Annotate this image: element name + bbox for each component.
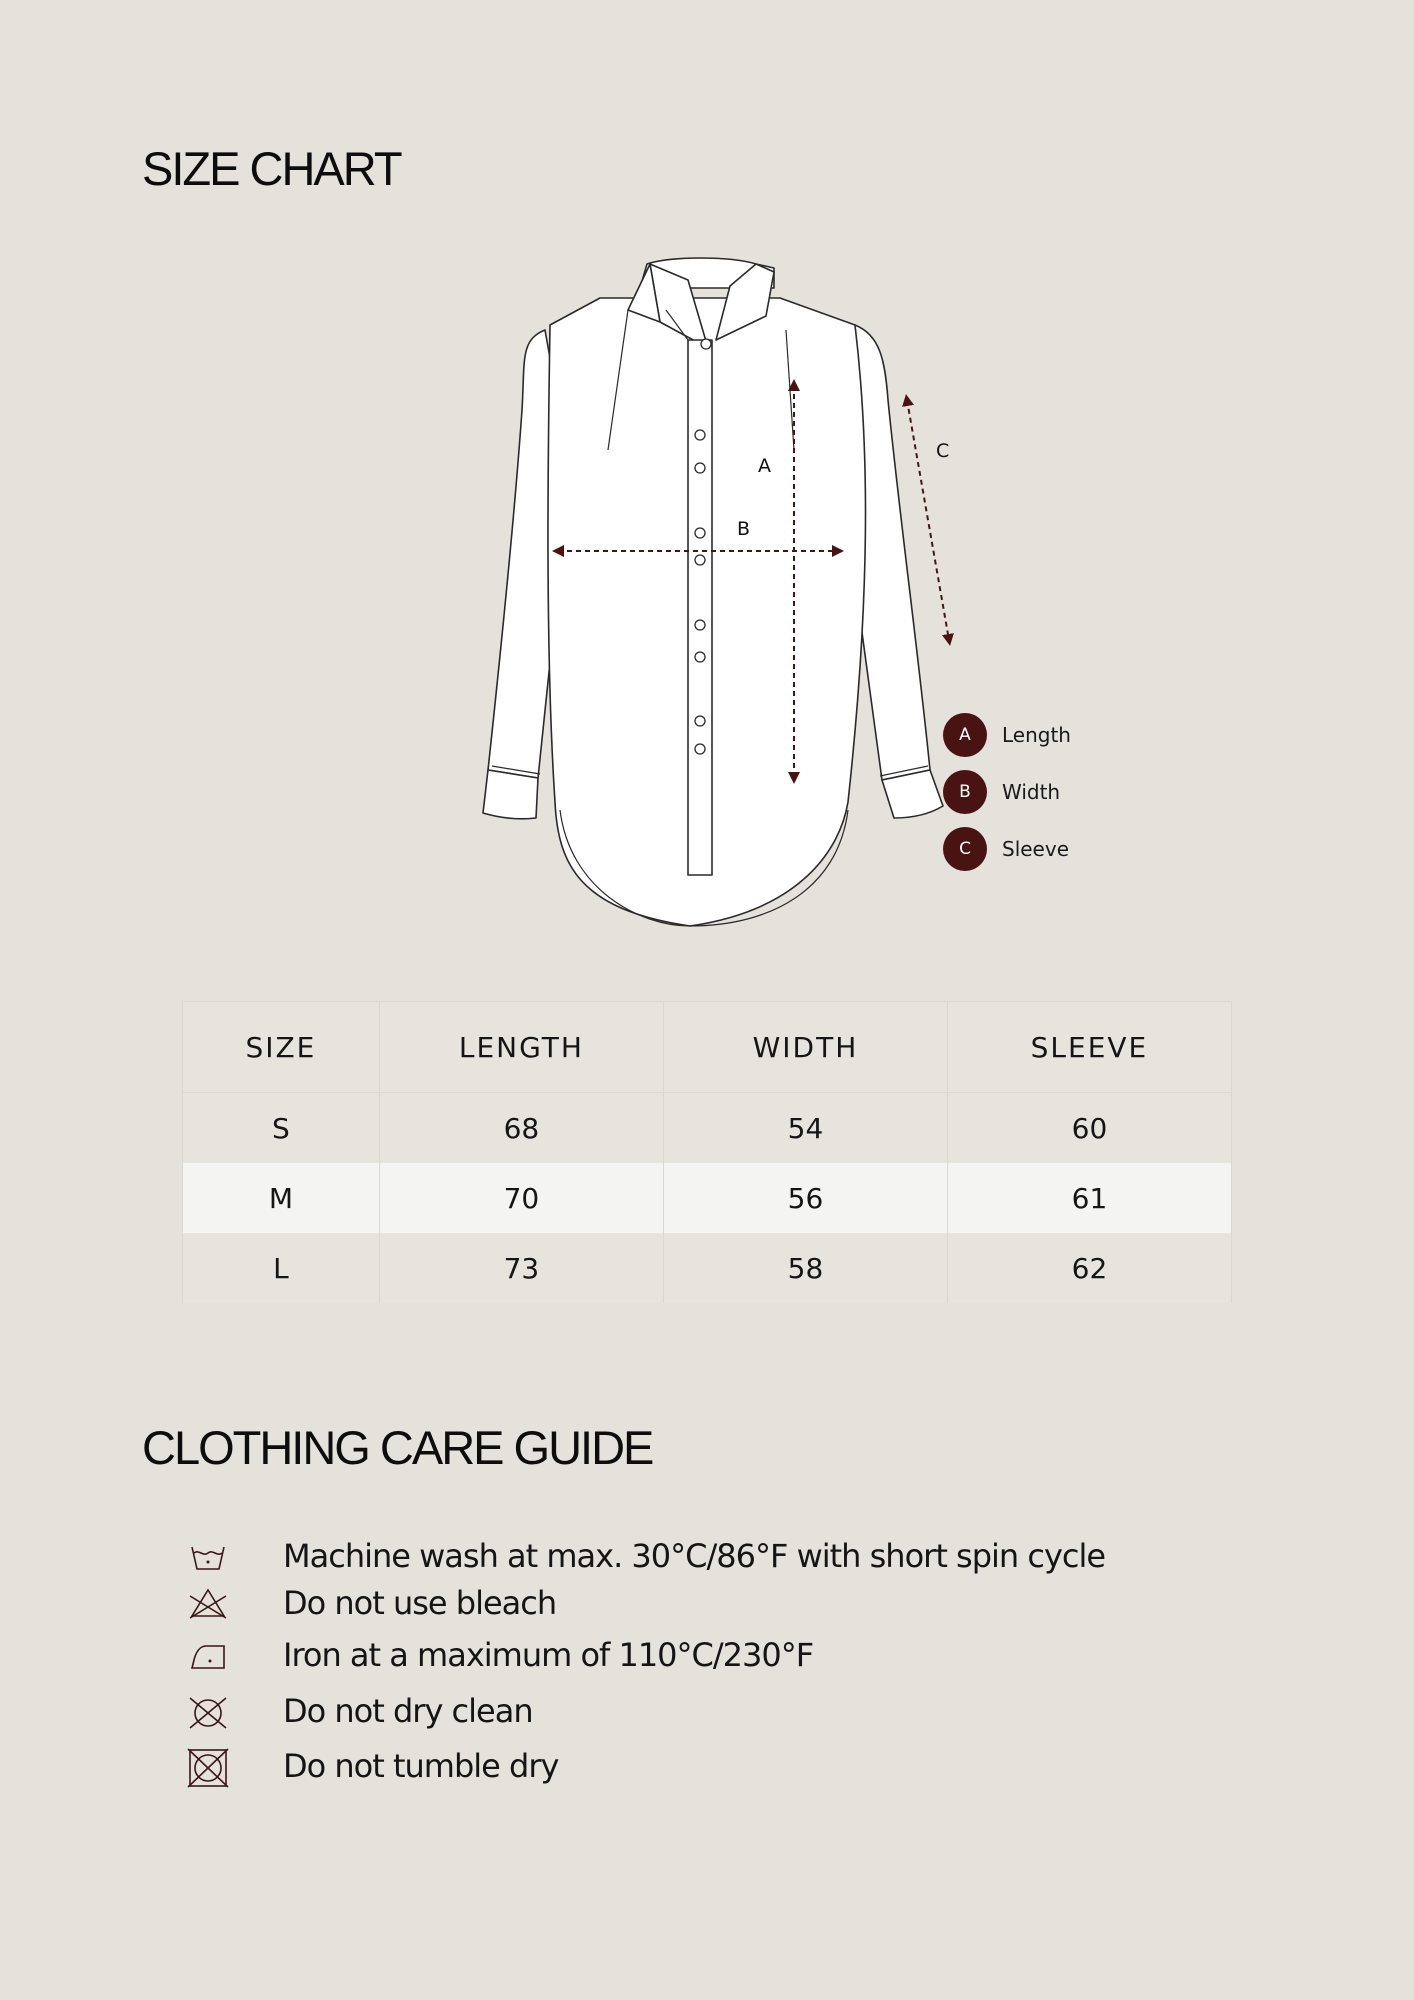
measurement-legend [943,713,1071,884]
cell-width: 56 [664,1163,948,1233]
legend-label-width: Width [1002,779,1061,804]
header-width: WIDTH [664,1002,948,1093]
care-text: Do not dry clean [283,1692,533,1730]
size-chart-title: SIZE CHART [142,142,401,195]
legend-item-sleeve [943,827,1071,870]
legend-badge-c: C [943,827,987,871]
measure-label-a: A [758,455,771,477]
table-row [183,1233,1232,1303]
header-sleeve: SLEEVE [947,1002,1231,1093]
measure-label-b: B [737,518,751,540]
cell-size: M [183,1163,380,1233]
size-table [182,1001,1232,1303]
cell-length: 73 [379,1233,663,1303]
cell-sleeve: 62 [947,1233,1231,1303]
cell-size: L [183,1233,380,1303]
cell-sleeve: 61 [947,1163,1231,1233]
iron-low-icon [180,1632,236,1682]
legend-label-sleeve: Sleeve [1002,836,1070,861]
cell-size: S [183,1093,380,1164]
table-row [183,1163,1232,1233]
care-text: Machine wash at max. 30°C/86°F with short spin cycle [283,1537,1106,1575]
legend-badge-b: B [943,770,987,814]
measure-label-c: C [936,440,950,462]
legend-item-length [943,713,1071,756]
cell-width: 58 [664,1233,948,1303]
legend-badge-a: A [943,713,987,757]
wash-30-icon [180,1533,236,1583]
table-header-row [183,1002,1232,1093]
no-bleach-icon [180,1580,236,1630]
legend-item-width [943,770,1071,813]
legend-label-length: Length [1002,722,1071,747]
cell-sleeve: 60 [947,1093,1231,1164]
header-size: SIZE [183,1002,380,1093]
care-text: Do not use bleach [283,1584,557,1622]
header-length: LENGTH [379,1002,663,1093]
cell-width: 54 [664,1093,948,1164]
care-text: Do not tumble dry [283,1747,559,1785]
cell-length: 70 [379,1163,663,1233]
table-row [183,1093,1232,1164]
care-text: Iron at a maximum of 110°C/230°F [283,1636,814,1674]
cell-length: 68 [379,1093,663,1164]
no-dry-clean-icon [180,1688,236,1738]
care-guide-title: CLOTHING CARE GUIDE [142,1421,653,1474]
no-tumble-dry-icon [180,1743,236,1793]
